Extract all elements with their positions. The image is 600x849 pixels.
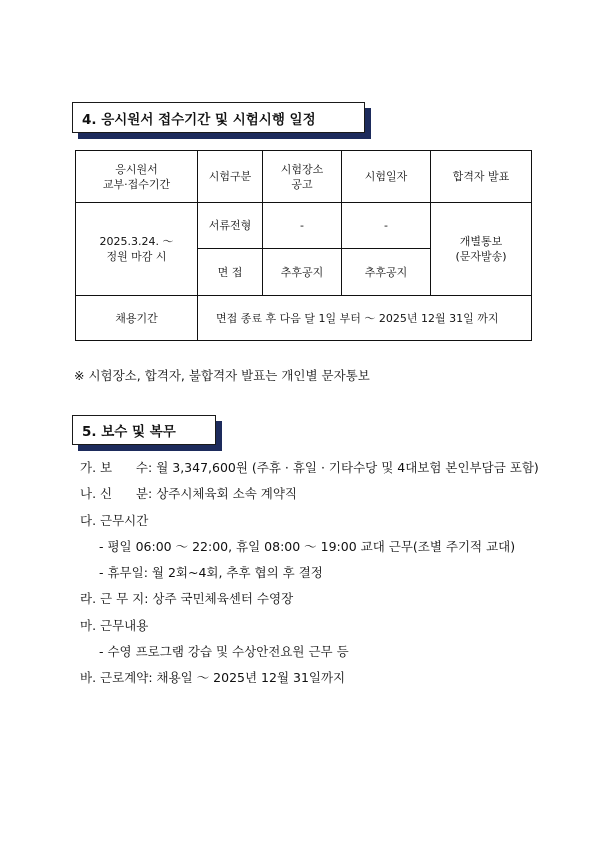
header-announcement: 합격자 발표	[431, 151, 532, 203]
exam-date-cell: 추후공지	[342, 249, 431, 296]
section5-title-box	[72, 415, 216, 445]
table-row	[76, 296, 532, 341]
list-item-status: 나. 신 분: 상주시체육회 소속 계약직	[80, 486, 297, 502]
notice-note: ※ 시험장소, 합격자, 불합격자 발표는 개인별 문자통보	[74, 368, 370, 383]
exam-date-cell: -	[342, 203, 431, 249]
list-item-workplace: 라. 근 무 지: 상주 국민체육센터 수영장	[80, 591, 294, 607]
section4-title-box	[72, 102, 365, 133]
employment-period-label: 채용기간	[76, 296, 198, 341]
list-item-contract: 바. 근로계약: 채용일 ～ 2025년 12월 31일까지	[80, 670, 346, 686]
header-period: 응시원서 교부·접수기간	[76, 151, 198, 203]
list-subitem-work-content: - 수영 프로그램 강습 및 수상안전요원 근무 등	[99, 644, 349, 660]
schedule-table	[75, 150, 532, 341]
duties-list	[80, 455, 539, 692]
list-item-working-hours: 다. 근무시간	[80, 512, 149, 528]
venue-notice-cell: 추후공지	[263, 249, 342, 296]
header-type: 시험구분	[198, 151, 263, 203]
venue-notice-cell: -	[263, 203, 342, 249]
list-subitem-days-off: - 휴무일: 월 2회~4회, 추후 협의 후 결정	[99, 565, 323, 581]
section4-title: 4. 응시원서 접수기간 및 시험시행 일정	[82, 111, 316, 128]
header-venue-notice: 시험장소 공고	[263, 151, 342, 203]
table-row	[76, 203, 532, 249]
exam-type-cell: 서류전형	[198, 203, 263, 249]
header-exam-date: 시험일자	[342, 151, 431, 203]
announcement-method-cell: 개별통보 (문자발송)	[431, 203, 532, 296]
list-subitem-weekday-hours: - 평일 06:00 ～ 22:00, 휴일 08:00 ～ 19:00 교대 근무(조별 주기적 교대)	[99, 538, 516, 554]
employment-period-value: 면접 종료 후 다음 달 1일 부터 ～ 2025년 12월 31일 까지	[198, 296, 532, 341]
application-period-cell: 2025.3.24. ～ 정원 마감 시	[76, 203, 198, 296]
table-header-row	[76, 151, 532, 203]
section5-title: 5. 보수 및 복무	[82, 424, 176, 440]
list-item-work-content: 마. 근무내용	[80, 617, 149, 633]
list-item-salary: 가. 보 수: 월 3,347,600원 (주휴 · 휴일 · 기타수당 및 4대보험 본인부담금 포함)	[80, 460, 539, 475]
exam-type-cell: 면 접	[198, 249, 263, 296]
